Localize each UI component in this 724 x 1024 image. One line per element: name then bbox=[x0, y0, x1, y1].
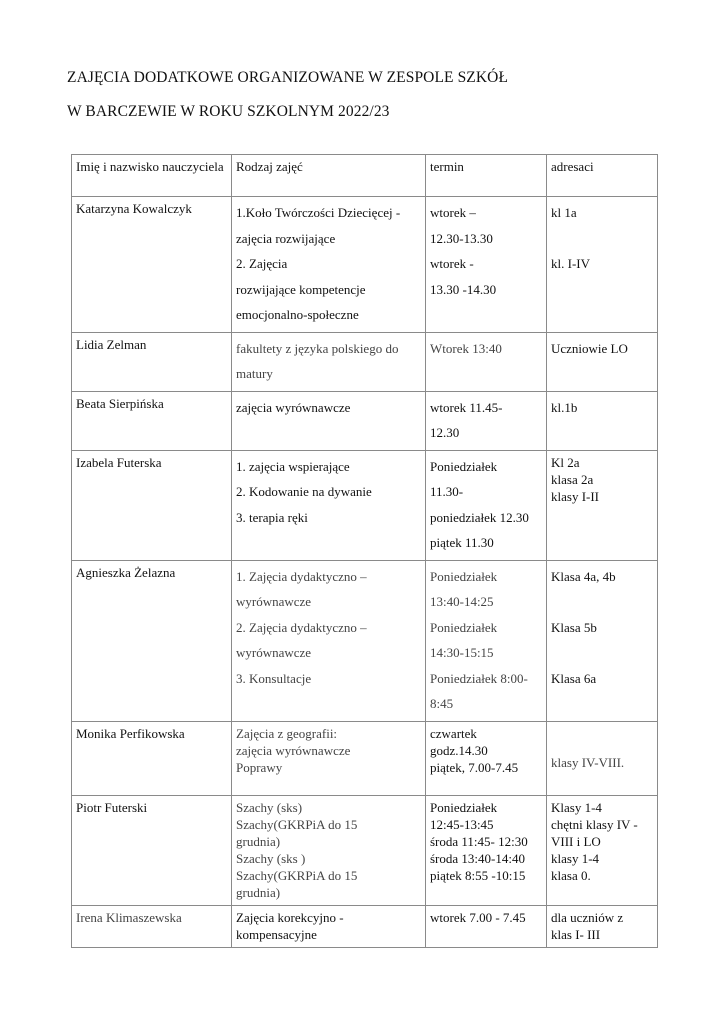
activity-line: zajęcia wyrównawcze bbox=[236, 742, 351, 758]
schedule-line: wtorek 7.00 - 7.45 bbox=[430, 909, 526, 925]
activity-line: grudnia) bbox=[236, 884, 281, 900]
recipients-line: kl. I-IV bbox=[551, 256, 590, 271]
recipients-line: klasa 0. bbox=[551, 867, 591, 883]
table-row bbox=[72, 450, 658, 560]
recipients-cell bbox=[547, 450, 658, 560]
schedule-line: 8:45 bbox=[430, 696, 454, 711]
activity-line: Szachy(GKRPiA do 15 bbox=[236, 867, 358, 883]
table-row bbox=[72, 795, 658, 905]
schedule-cell bbox=[426, 450, 547, 560]
recipients-line: klasa 2a bbox=[551, 471, 594, 487]
schedule-line: 13:40-14:25 bbox=[430, 594, 494, 609]
activity-cell bbox=[232, 450, 426, 560]
activity-line: wyrównawcze bbox=[236, 594, 312, 609]
recipients-line: Kl 2a bbox=[551, 454, 580, 470]
activities-table bbox=[71, 154, 658, 948]
activity-line: Szachy (sks) bbox=[236, 799, 303, 815]
document-title-line-1: ZAJĘCIA DODATKOWE ORGANIZOWANE W ZESPOLE SZKÓŁ bbox=[67, 69, 509, 86]
activity-line: 3. terapia ręki bbox=[236, 509, 308, 525]
schedule-line: godz.14.30 bbox=[430, 742, 488, 758]
table-row bbox=[72, 560, 658, 721]
table-row bbox=[72, 391, 658, 450]
recipients-line: klas I- III bbox=[551, 926, 601, 942]
recipients-line: Klasa 6a bbox=[551, 670, 597, 686]
recipients-cell bbox=[547, 391, 658, 450]
activity-line: fakultety z języka polskiego do bbox=[236, 340, 399, 356]
teacher-cell bbox=[72, 721, 232, 795]
recipients-cell bbox=[547, 332, 658, 391]
recipients-cell bbox=[547, 721, 658, 795]
teacher-name: Lidia Zelman bbox=[76, 336, 147, 352]
teacher-name: Irena Klimaszewska bbox=[76, 909, 182, 925]
activity-cell bbox=[232, 721, 426, 795]
schedule-line: Poniedziałek bbox=[430, 568, 498, 584]
schedule-cell bbox=[426, 197, 547, 333]
recipients-line: kl.1b bbox=[551, 399, 578, 415]
activity-cell bbox=[232, 560, 426, 721]
schedule-line: Wtorek 13:40 bbox=[430, 340, 502, 356]
header-activity-type: Rodzaj zajęć bbox=[232, 155, 426, 197]
document-title-line-2: W BARCZEWIE W ROKU SZKOLNYM 2022/23 bbox=[67, 103, 390, 120]
activity-line: Zajęcia korekcyjno - bbox=[236, 909, 344, 925]
recipients-cell bbox=[547, 795, 658, 905]
recipients-line bbox=[551, 226, 653, 252]
schedule-line: środa 13:40-14:40 bbox=[430, 850, 525, 866]
schedule-cell bbox=[426, 905, 547, 947]
recipients-cell bbox=[547, 197, 658, 333]
schedule-line: 12.30-13.30 bbox=[430, 230, 493, 246]
recipients-line: Uczniowie LO bbox=[551, 340, 628, 356]
schedule-line: Poniedziałek bbox=[430, 458, 498, 474]
table-row bbox=[72, 721, 658, 795]
schedule-line: poniedziałek 12.30 bbox=[430, 509, 529, 525]
schedule-line: piątek 11.30 bbox=[430, 535, 494, 550]
teacher-name: Izabela Futerska bbox=[76, 454, 162, 470]
recipients-line: Klasy 1-4 bbox=[551, 799, 602, 815]
table-header-row bbox=[72, 155, 658, 197]
activity-line: matury bbox=[236, 366, 273, 381]
activity-cell bbox=[232, 197, 426, 333]
schedule-cell bbox=[426, 795, 547, 905]
recipients-line bbox=[551, 725, 653, 751]
activity-line: kompensacyjne bbox=[236, 926, 317, 942]
recipients-line: klasy IV-VIII. bbox=[551, 755, 625, 770]
activity-line: 2. Kodowanie na dywanie bbox=[236, 484, 372, 499]
activity-cell bbox=[232, 795, 426, 905]
teacher-name: Beata Sierpińska bbox=[76, 395, 164, 411]
schedule-cell bbox=[426, 391, 547, 450]
activity-line: Poprawy bbox=[236, 759, 283, 775]
activity-line: rozwijające kompetencje bbox=[236, 281, 366, 297]
schedule-line: 14:30-15:15 bbox=[430, 645, 494, 660]
teacher-name: Katarzyna Kowalczyk bbox=[76, 201, 192, 216]
schedule-line: wtorek 11.45- bbox=[430, 399, 503, 415]
schedule-line: Poniedziałek bbox=[430, 619, 498, 635]
schedule-line: środa 11:45- 12:30 bbox=[430, 833, 528, 849]
activity-line: emocjonalno-społeczne bbox=[236, 307, 359, 322]
schedule-line: piątek 8:55 -10:15 bbox=[430, 867, 526, 883]
recipients-cell bbox=[547, 905, 658, 947]
activity-line: zajęcia rozwijające bbox=[236, 230, 336, 246]
teacher-cell bbox=[72, 197, 232, 333]
recipients-line bbox=[551, 640, 653, 666]
schedule-line: Poniedziałek 8:00- bbox=[430, 670, 528, 686]
activity-line: 2. Zajęcia bbox=[236, 256, 288, 271]
activity-line: Zajęcia z geografii: bbox=[236, 725, 338, 741]
activity-line: 1. zajęcia wspierające bbox=[236, 458, 350, 474]
schedule-cell bbox=[426, 721, 547, 795]
schedule-line: czwartek bbox=[430, 725, 477, 741]
activity-cell bbox=[232, 332, 426, 391]
activity-cell bbox=[232, 391, 426, 450]
schedule-cell bbox=[426, 560, 547, 721]
teacher-cell bbox=[72, 560, 232, 721]
activity-line: wyrównawcze bbox=[236, 645, 312, 660]
activity-line: 1. Zajęcia dydaktyczno – bbox=[236, 568, 367, 584]
schedule-line: wtorek - bbox=[430, 256, 474, 271]
header-schedule: termin bbox=[426, 155, 547, 197]
teacher-cell bbox=[72, 450, 232, 560]
activity-line: Szachy (sks ) bbox=[236, 850, 306, 866]
table-row bbox=[72, 905, 658, 947]
schedule-line: piątek, 7.00-7.45 bbox=[430, 759, 519, 775]
teacher-cell bbox=[72, 332, 232, 391]
recipients-cell bbox=[547, 560, 658, 721]
header-recipients: adresaci bbox=[547, 155, 658, 197]
schedule-line: 12.30 bbox=[430, 425, 460, 440]
recipients-line: Klasa 4a, 4b bbox=[551, 568, 616, 584]
activity-line: 1.Koło Twórczości Dziecięcej - bbox=[236, 205, 401, 220]
teacher-cell bbox=[72, 391, 232, 450]
recipients-line: dla uczniów z bbox=[551, 909, 624, 925]
teacher-name: Piotr Futerski bbox=[76, 799, 148, 815]
teacher-cell bbox=[72, 795, 232, 905]
recipients-line: chętni klasy IV - bbox=[551, 816, 638, 832]
recipients-line: VIII i LO bbox=[551, 833, 601, 849]
activity-line: Szachy(GKRPiA do 15 bbox=[236, 816, 358, 832]
activity-line: 2. Zajęcia dydaktyczno – bbox=[236, 619, 367, 635]
schedule-line: 12:45-13:45 bbox=[430, 816, 494, 832]
schedule-cell bbox=[426, 332, 547, 391]
table-row bbox=[72, 332, 658, 391]
recipients-line: klasy 1-4 bbox=[551, 850, 600, 866]
schedule-line: wtorek – bbox=[430, 205, 476, 220]
teacher-name: Agnieszka Żelazna bbox=[76, 564, 176, 580]
activity-line: 3. Konsultacje bbox=[236, 670, 312, 686]
teacher-name: Monika Perfikowska bbox=[76, 725, 185, 741]
recipients-line: kl 1a bbox=[551, 205, 577, 220]
recipients-line: Klasa 5b bbox=[551, 619, 597, 635]
teacher-cell bbox=[72, 905, 232, 947]
activity-line: zajęcia wyrównawcze bbox=[236, 399, 351, 415]
schedule-line: Poniedziałek bbox=[430, 799, 498, 815]
recipients-line: klasy I-II bbox=[551, 488, 600, 504]
recipients-line bbox=[551, 589, 653, 615]
schedule-line: 11.30- bbox=[430, 484, 464, 499]
activity-cell bbox=[232, 905, 426, 947]
header-teacher: Imię i nazwisko nauczyciela bbox=[72, 155, 232, 197]
table-row bbox=[72, 197, 658, 333]
activity-line: grudnia) bbox=[236, 833, 281, 849]
schedule-line: 13.30 -14.30 bbox=[430, 281, 497, 297]
